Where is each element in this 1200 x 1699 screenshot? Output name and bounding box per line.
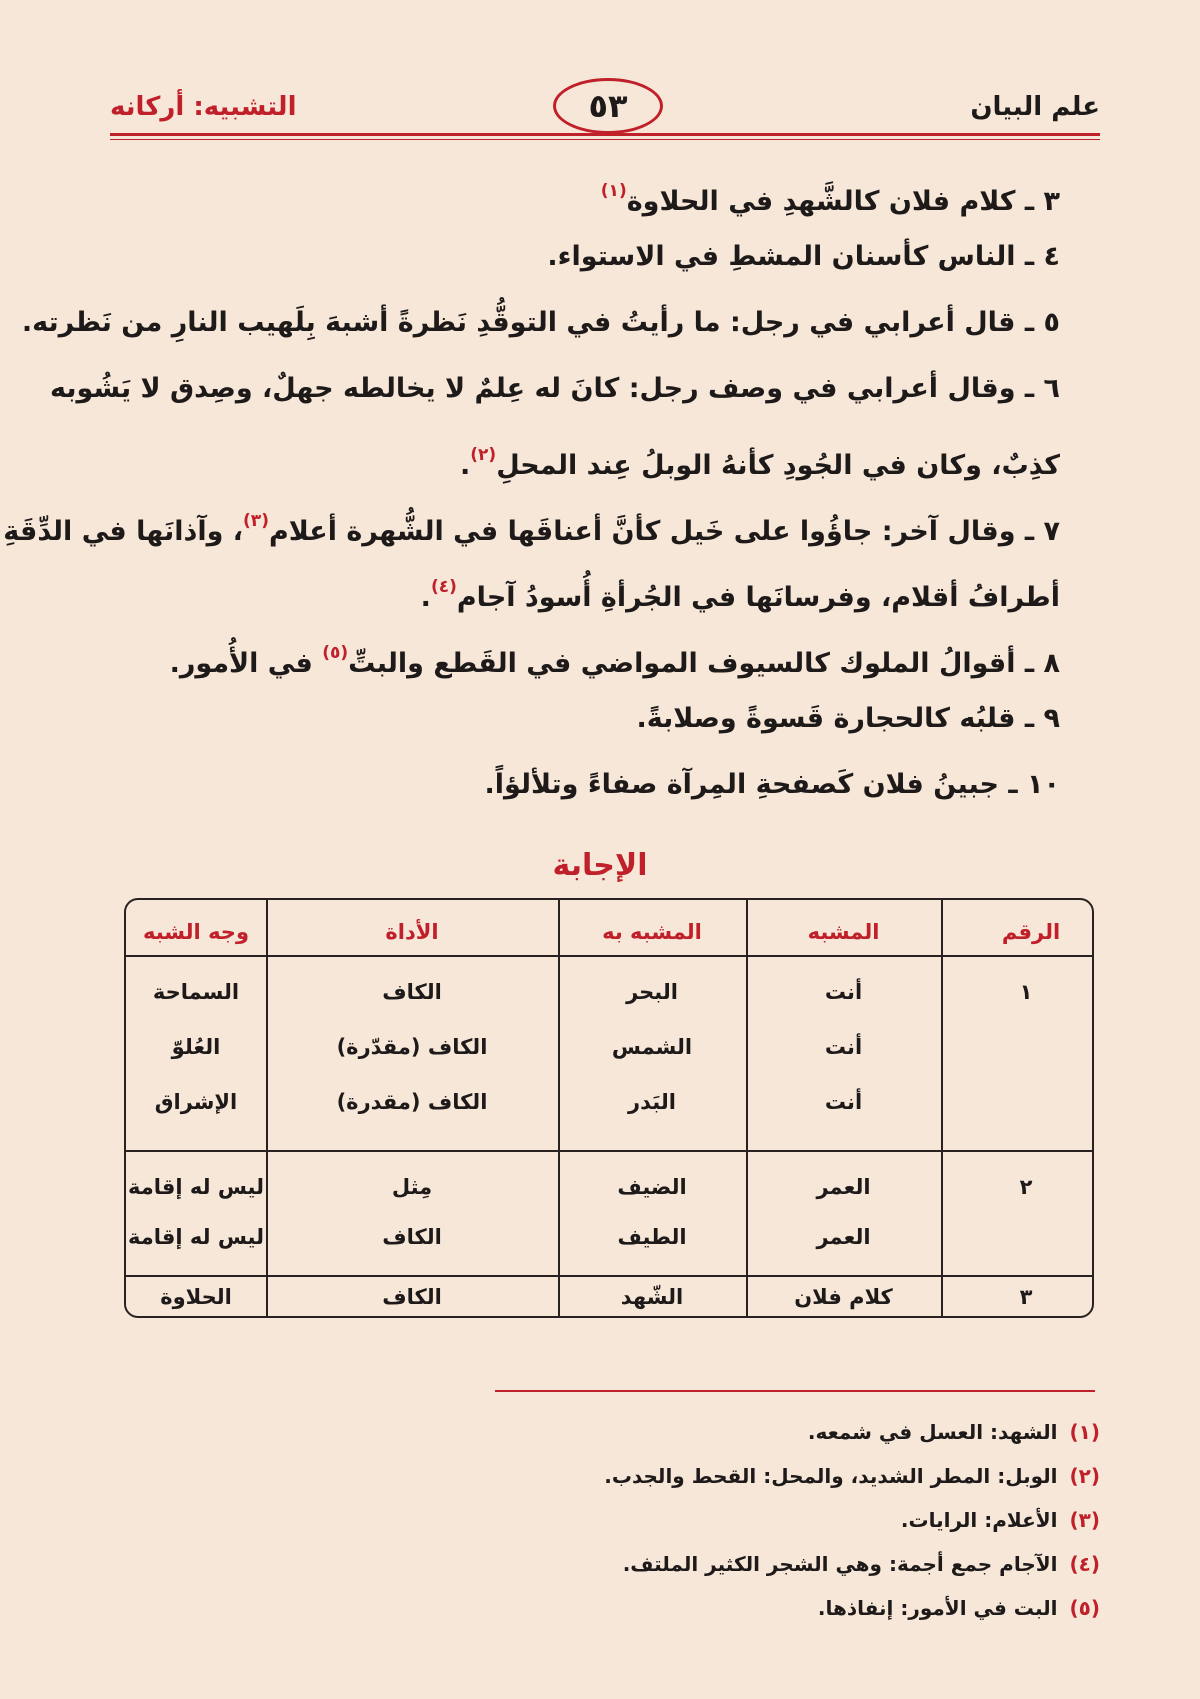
cell-mushabbah: العمر	[816, 1175, 871, 1199]
exercise-3: ٣ ـ كلام فلان كالشَّهدِ في الحلاوة$^{(١)}$	[600, 181, 1060, 217]
footnote-ref: (٣)	[243, 511, 269, 531]
cell-mushabbah-bih: الضيف	[617, 1175, 687, 1199]
header-mushabbah-bih: المشبه به	[602, 920, 702, 944]
chapter-title: التشبيه: أركانه	[110, 92, 297, 122]
footnote-item: (٣)الأعلام: الرايات.	[900, 1508, 1100, 1532]
exercise-list	[3, 158, 1060, 818]
footnote-list	[200, 1410, 1100, 1630]
header-wajh: وجه الشبه	[143, 920, 249, 944]
cell-mushabbah-bih: الشّهد	[620, 1285, 684, 1309]
cell-wajh: الحلاوة	[160, 1285, 232, 1309]
cell-wajh: السماحة	[152, 980, 240, 1004]
header-rule	[110, 133, 1100, 136]
cell-wajh: الإشراق	[154, 1090, 238, 1114]
exercise-5: ٥ ـ قال أعرابي في رجل: ما رأيتُ في التوقُّدِ نَظرةً أشبهَ بِلَهيب النارِ من نَظرته.	[21, 307, 1060, 338]
cell-mushabbah: كلام فلان	[794, 1285, 893, 1309]
row-divider	[126, 1275, 1092, 1277]
cell-mushabbah: أنت	[824, 1090, 863, 1114]
footnote-ref: (١)	[600, 181, 627, 201]
exercise-8: ٨ ـ أقوالُ الملوك كالسيوف المواضي في القَطع والبتِّ$^{(٥)}$ في الأُمور.	[169, 643, 1060, 679]
cell-mushabbah: أنت	[824, 980, 863, 1004]
footnote-ref: (٢)	[470, 445, 497, 465]
cell-adat: الكاف	[382, 1285, 442, 1309]
cell-mushabbah: العمر	[816, 1225, 871, 1249]
cell-adat: مِثل	[391, 1175, 433, 1199]
row-num: ٢	[1019, 1175, 1033, 1199]
footnote-item: (٢)الوبل: المطر الشديد، والمحل: القحط والجدب.	[604, 1464, 1100, 1488]
header-mushabbah: المشبه	[807, 920, 880, 944]
header-rule-thin	[110, 139, 1100, 140]
exercise-10: ١٠ ـ جبينُ فلان كَصفحةِ المِرآة صفاءً وتلألؤاً.	[484, 769, 1060, 800]
page-number: ٥٣	[553, 78, 663, 134]
header-row-divider	[126, 955, 1092, 957]
exercise-6-line-2: كذِبٌ، وكان في الجُودِ كأنهُ الوبلُ عِند المحلِ$^{(٢)}$.	[459, 445, 1060, 481]
footnote-item: (٤)الآجام جمع أجمة: وهي الشجر الكثير الملتف.	[622, 1552, 1100, 1576]
footnote-ref: (٥)	[322, 643, 349, 663]
column-divider	[941, 900, 943, 1316]
cell-mushabbah-bih: البَدر	[628, 1090, 676, 1114]
cell-wajh: العُلوّ	[171, 1035, 221, 1059]
exercise-7-line-2: أطرافُ أقلام، وفرسانَها في الجُرأةِ أُسودُ آجام$^{(٤)}$.	[420, 577, 1060, 613]
cell-mushabbah: أنت	[824, 1035, 863, 1059]
cell-mushabbah-bih: الشمس	[611, 1035, 693, 1059]
footnote-rule	[495, 1390, 1095, 1392]
footnote-item: (٥)البت في الأمور: إنفاذها.	[817, 1596, 1100, 1620]
cell-mushabbah-bih: الطيف	[617, 1225, 687, 1249]
cell-adat: الكاف	[382, 1225, 442, 1249]
book-title: علم البيان	[970, 92, 1100, 122]
row-num: ٣	[1019, 1285, 1033, 1309]
row-divider	[126, 1150, 1092, 1152]
footnote-ref: (٤)	[430, 577, 457, 597]
answer-table	[124, 898, 1094, 1318]
page-header	[110, 78, 1100, 138]
cell-wajh: ليس له إقامة	[128, 1225, 264, 1249]
cell-adat: الكاف (مقدّرة)	[336, 1035, 488, 1059]
answer-title: الإجابة	[552, 848, 648, 883]
exercise-7-line-1: ٧ ـ وقال آخر: جاؤُوا على خَيل كأنَّ أعناقَها في الشُّهرة أعلام$^{(٣)}$، وآذانَها في الدِّقَةِ	[3, 511, 1060, 547]
cell-wajh: ليس له إقامة	[128, 1175, 264, 1199]
row-num: ١	[1019, 980, 1033, 1004]
cell-adat: الكاف	[382, 980, 442, 1004]
exercise-6-line-1: ٦ ـ وقال أعرابي في وصف رجل: كانَ له عِلمٌ لا يخالطه جهلٌ، وصِدق لا يَشُوبه	[50, 373, 1060, 404]
header-adat: الأداة	[385, 920, 439, 944]
header-num: الرقم	[1001, 920, 1061, 944]
exercise-9: ٩ ـ قلبُه كالحجارة قَسوةً وصلابةً.	[636, 703, 1060, 734]
cell-mushabbah-bih: البحر	[626, 980, 678, 1004]
exercise-4: ٤ ـ الناس كأسنان المشطِ في الاستواء.	[547, 241, 1060, 272]
footnote-item: (١)الشهد: العسل في شمعه.	[807, 1420, 1100, 1444]
cell-adat: الكاف (مقدرة)	[336, 1090, 488, 1114]
